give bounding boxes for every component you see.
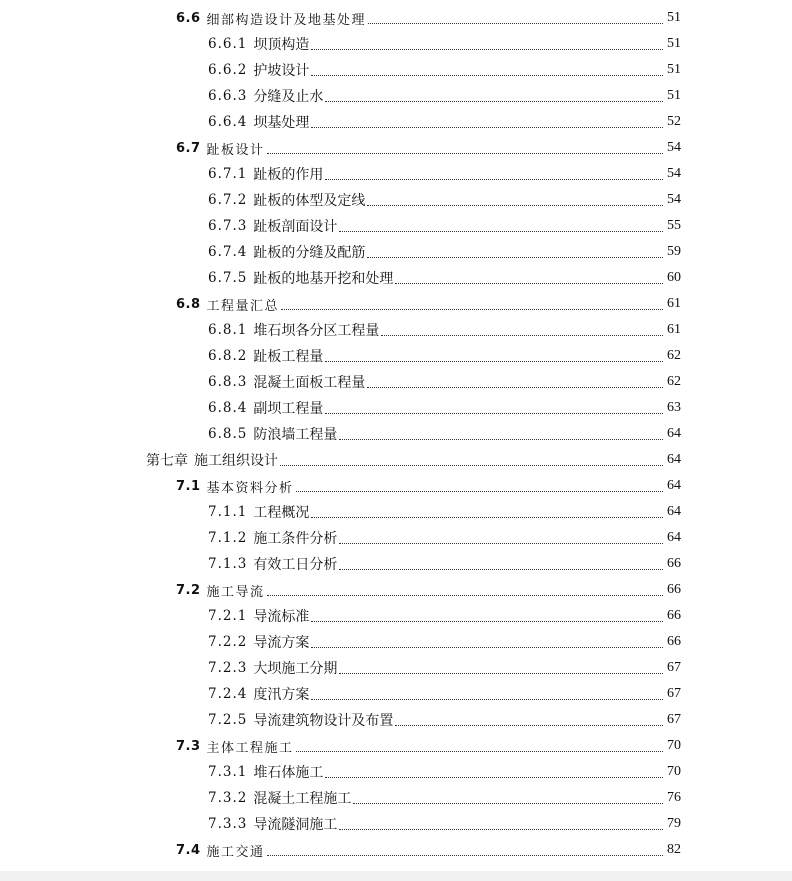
toc-entry-title: 护坡设计 <box>253 63 310 79</box>
toc-entry-title: 导流建筑物设计及布置 <box>253 713 394 729</box>
toc-entry-line <box>0 9 792 28</box>
toc-entry-page-number: 54 <box>667 166 681 181</box>
toc-entry[interactable] <box>0 551 792 577</box>
toc-entry[interactable] <box>0 369 792 395</box>
toc-entry-page-number: 52 <box>667 114 681 129</box>
toc-entry-number: 6.6.1 <box>208 36 248 52</box>
toc-entry-number: 6.7 <box>176 140 201 156</box>
toc-entry-line <box>0 762 792 782</box>
dot-leader <box>325 776 663 778</box>
page-bottom-edge <box>0 871 792 881</box>
toc-entry-title: 趾板的体型及定线 <box>253 193 366 209</box>
toc-entry-number: 6.6.4 <box>208 114 248 130</box>
toc-entry-page-number: 66 <box>667 556 681 571</box>
toc-entry[interactable] <box>0 265 792 291</box>
toc-entry-line <box>0 710 792 730</box>
toc-entry-number: 7.2.3 <box>208 660 248 676</box>
toc-entry-title: 施工交通 <box>206 844 265 860</box>
toc-entry[interactable] <box>0 811 792 837</box>
toc-entry-page-number: 66 <box>667 634 681 649</box>
toc-entry-page-number: 76 <box>667 790 681 805</box>
toc-entry[interactable] <box>0 239 792 265</box>
toc-entry-page-number: 51 <box>667 36 681 51</box>
dot-leader <box>339 542 663 544</box>
toc-entry-page-number: 67 <box>667 712 681 727</box>
toc-entry-number: 7.2.1 <box>208 608 248 624</box>
dot-leader <box>339 438 663 440</box>
toc-entry-number: 6.7.5 <box>208 270 248 286</box>
toc-entry[interactable] <box>0 473 792 499</box>
toc-entry-page-number: 63 <box>667 400 681 415</box>
dot-leader <box>311 126 663 128</box>
dot-leader <box>367 386 663 388</box>
dot-leader <box>311 516 663 518</box>
toc-entry-title: 有效工日分析 <box>253 557 338 573</box>
dot-leader <box>325 412 663 414</box>
toc-entry-title: 趾板设计 <box>206 142 265 158</box>
toc-entry-title: 堆石体施工 <box>253 765 324 781</box>
toc-entry-line <box>0 216 792 236</box>
toc-entry-line <box>0 346 792 366</box>
toc-entry-page-number: 62 <box>667 348 681 363</box>
toc-entry-line <box>0 632 792 652</box>
toc-entry-number: 6.8.2 <box>208 348 248 364</box>
toc-entry-number: 7.2.4 <box>208 686 248 702</box>
toc-entry-line <box>0 320 792 340</box>
toc-entry-page-number: 51 <box>667 10 681 25</box>
toc-entry-title: 施工条件分析 <box>253 531 338 547</box>
toc-entry-number: 7.3.2 <box>208 790 248 806</box>
toc-entry-page-number: 61 <box>667 322 681 337</box>
toc-entry-page-number: 64 <box>667 530 681 545</box>
toc-entry-page-number: 61 <box>667 296 681 311</box>
toc-entry-title: 施工组织设计 <box>194 453 278 469</box>
toc-entry-line <box>0 841 792 860</box>
toc-entry-line <box>0 581 792 600</box>
toc-entry-number: 6.8.4 <box>208 400 248 416</box>
toc-entry-page-number: 64 <box>667 504 681 519</box>
toc-entry[interactable] <box>0 707 792 733</box>
toc-entry-number: 7.4 <box>176 842 201 858</box>
toc-entry-page-number: 82 <box>667 842 681 857</box>
toc-entry-title: 大坝施工分期 <box>253 661 338 677</box>
dot-leader <box>339 672 663 674</box>
toc-entry-line <box>0 34 792 54</box>
toc-entry-line <box>0 398 792 418</box>
toc-entry-line <box>0 86 792 106</box>
toc-entry[interactable] <box>0 447 792 473</box>
toc-entry[interactable] <box>0 213 792 239</box>
toc-entry[interactable] <box>0 421 792 447</box>
toc-entry-line <box>0 606 792 626</box>
toc-entry-page-number: 66 <box>667 608 681 623</box>
toc-entry-title: 导流标准 <box>253 609 310 625</box>
toc-entry-title: 混凝土面板工程量 <box>253 375 366 391</box>
toc-entry-number: 7.1.3 <box>208 556 248 572</box>
toc-entry-page-number: 67 <box>667 686 681 701</box>
toc-entry[interactable] <box>0 655 792 681</box>
toc-entry-page-number: 70 <box>667 764 681 779</box>
toc-entry[interactable] <box>0 759 792 785</box>
dot-leader <box>339 568 663 570</box>
table-of-contents <box>0 5 792 863</box>
toc-entry[interactable] <box>0 187 792 213</box>
dot-leader <box>325 178 663 180</box>
toc-entry-title: 基本资料分析 <box>206 480 294 496</box>
toc-entry-number: 7.3.3 <box>208 816 248 832</box>
toc-entry-line <box>0 737 792 756</box>
toc-entry[interactable] <box>0 395 792 421</box>
toc-entry[interactable] <box>0 57 792 83</box>
dot-leader <box>280 464 663 466</box>
toc-entry-number: 6.8.3 <box>208 374 248 390</box>
toc-entry-page-number: 62 <box>667 374 681 389</box>
dot-leader <box>339 230 663 232</box>
toc-entry-page-number: 60 <box>667 270 681 285</box>
toc-entry-title: 防浪墙工程量 <box>253 427 338 443</box>
toc-entry-title: 趾板的地基开挖和处理 <box>253 271 394 287</box>
toc-entry-number: 7.3.1 <box>208 764 248 780</box>
dot-leader <box>296 490 663 492</box>
toc-entry[interactable] <box>0 291 792 317</box>
toc-entry-line <box>0 139 792 158</box>
dot-leader <box>367 256 663 258</box>
toc-entry-title: 趾板工程量 <box>253 349 324 365</box>
toc-entry[interactable] <box>0 135 792 161</box>
toc-entry-number: 7.3 <box>176 738 201 754</box>
toc-entry-line <box>0 60 792 80</box>
toc-entry-title: 副坝工程量 <box>253 401 324 417</box>
toc-entry-number: 7.1.1 <box>208 504 248 520</box>
toc-entry-number: 第七章 <box>146 453 188 469</box>
toc-entry-title: 主体工程施工 <box>206 740 294 756</box>
toc-entry-number: 6.8 <box>176 296 201 312</box>
toc-entry-number: 6.6 <box>176 10 201 26</box>
toc-entry[interactable] <box>0 577 792 603</box>
toc-entry-line <box>0 190 792 210</box>
toc-entry[interactable] <box>0 317 792 343</box>
dot-leader <box>339 828 663 830</box>
toc-entry-number: 7.2 <box>176 582 201 598</box>
toc-entry[interactable] <box>0 525 792 551</box>
toc-entry[interactable] <box>0 499 792 525</box>
toc-entry[interactable] <box>0 109 792 135</box>
toc-entry-number: 7.2.2 <box>208 634 248 650</box>
toc-entry-title: 工程概况 <box>253 505 310 521</box>
toc-entry-number: 6.6.3 <box>208 88 248 104</box>
toc-entry-title: 趾板剖面设计 <box>253 219 338 235</box>
toc-entry[interactable] <box>0 83 792 109</box>
toc-entry-page-number: 64 <box>667 452 681 467</box>
toc-entry-number: 6.6.2 <box>208 62 248 78</box>
dot-leader <box>368 22 663 24</box>
toc-entry-title: 趾板的分缝及配筋 <box>253 245 366 261</box>
toc-entry-line <box>0 450 792 470</box>
toc-entry-page-number: 64 <box>667 426 681 441</box>
dot-leader <box>267 854 663 856</box>
toc-entry-line <box>0 242 792 262</box>
dot-leader <box>267 152 663 154</box>
toc-entry[interactable] <box>0 681 792 707</box>
toc-entry-line <box>0 554 792 574</box>
toc-entry-line <box>0 112 792 132</box>
toc-entry-page-number: 54 <box>667 192 681 207</box>
toc-entry-number: 6.7.3 <box>208 218 248 234</box>
toc-entry-line <box>0 788 792 808</box>
dot-leader <box>367 204 663 206</box>
toc-entry[interactable] <box>0 837 792 863</box>
toc-entry-page-number: 67 <box>667 660 681 675</box>
toc-entry-line <box>0 502 792 522</box>
dot-leader <box>381 334 663 336</box>
toc-entry-page-number: 51 <box>667 62 681 77</box>
toc-entry-number: 6.8.5 <box>208 426 248 442</box>
toc-entry-number: 7.1 <box>176 478 201 494</box>
toc-entry[interactable] <box>0 785 792 811</box>
toc-entry-line <box>0 684 792 704</box>
toc-entry[interactable] <box>0 629 792 655</box>
toc-entry-title: 导流方案 <box>253 635 310 651</box>
toc-entry-title: 工程量汇总 <box>206 298 280 314</box>
toc-entry-title: 分缝及止水 <box>253 89 324 105</box>
toc-entry[interactable] <box>0 5 792 31</box>
toc-entry-number: 6.7.2 <box>208 192 248 208</box>
toc-entry-title: 施工导流 <box>206 584 265 600</box>
toc-entry-title: 坝基处理 <box>253 115 310 131</box>
toc-entry-title: 堆石坝各分区工程量 <box>253 323 380 339</box>
dot-leader <box>311 646 663 648</box>
toc-entry-line <box>0 164 792 184</box>
toc-entry-title: 导流隧洞施工 <box>253 817 338 833</box>
toc-entry-line <box>0 477 792 496</box>
dot-leader <box>311 698 663 700</box>
toc-entry-page-number: 70 <box>667 738 681 753</box>
dot-leader <box>311 48 663 50</box>
toc-entry-line <box>0 658 792 678</box>
toc-entry-title: 细部构造设计及地基处理 <box>206 12 367 28</box>
toc-entry-title: 混凝土工程施工 <box>253 791 352 807</box>
toc-entry[interactable] <box>0 31 792 57</box>
toc-entry-line <box>0 424 792 444</box>
dot-leader <box>296 750 663 752</box>
toc-entry[interactable] <box>0 733 792 759</box>
toc-entry-page-number: 64 <box>667 478 681 493</box>
dot-leader <box>395 282 663 284</box>
toc-entry-number: 7.1.2 <box>208 530 248 546</box>
toc-entry[interactable] <box>0 603 792 629</box>
toc-entry-page-number: 66 <box>667 582 681 597</box>
toc-entry-number: 6.7.4 <box>208 244 248 260</box>
toc-entry-number: 6.8.1 <box>208 322 248 338</box>
dot-leader <box>311 74 663 76</box>
toc-entry-line <box>0 372 792 392</box>
toc-entry-line <box>0 814 792 834</box>
toc-entry-page-number: 54 <box>667 140 681 155</box>
toc-entry-line <box>0 528 792 548</box>
toc-entry-title: 度汛方案 <box>253 687 310 703</box>
toc-entry-line <box>0 295 792 314</box>
dot-leader <box>325 360 663 362</box>
dot-leader <box>267 594 663 596</box>
toc-entry-number: 7.2.5 <box>208 712 248 728</box>
toc-entry-page-number: 59 <box>667 244 681 259</box>
dot-leader <box>311 620 663 622</box>
toc-entry[interactable] <box>0 343 792 369</box>
dot-leader <box>325 100 663 102</box>
toc-entry-number: 6.7.1 <box>208 166 248 182</box>
toc-entry[interactable] <box>0 161 792 187</box>
toc-entry-title: 坝顶构造 <box>253 37 310 53</box>
dot-leader <box>281 308 663 310</box>
toc-entry-title: 趾板的作用 <box>253 167 324 183</box>
dot-leader <box>353 802 663 804</box>
dot-leader <box>395 724 663 726</box>
toc-entry-page-number: 79 <box>667 816 681 831</box>
toc-entry-page-number: 55 <box>667 218 681 233</box>
toc-entry-line <box>0 268 792 288</box>
toc-entry-page-number: 51 <box>667 88 681 103</box>
